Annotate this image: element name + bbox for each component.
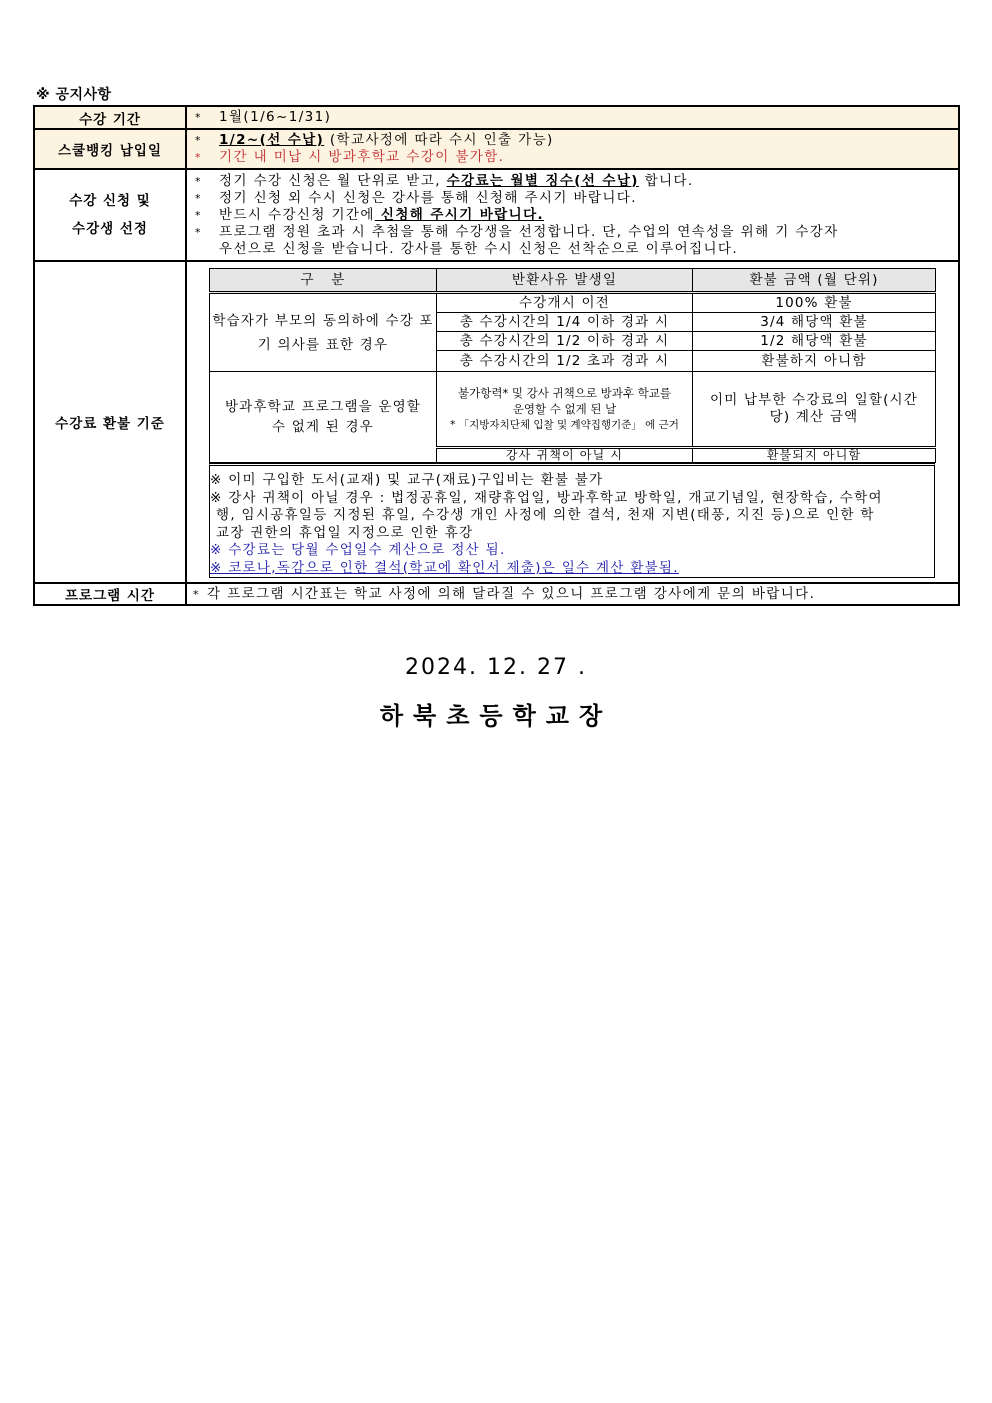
value-payment <box>186 129 959 169</box>
label-payment: 스쿨뱅킹 납입일 <box>34 129 186 169</box>
reason-cell: 총 수강시간의 1/2 이하 경과 시 <box>437 332 693 351</box>
note-not-instructor-fault-cont2: 교장 권한의 휴업일 지정으로 인한 휴강 <box>216 524 474 541</box>
category-withdrawal: 학습자가 부모의 동의하에 수강 포기 의사를 표한 경우 <box>210 293 437 372</box>
label-period: 수강 기간 <box>34 106 186 129</box>
label-application <box>34 169 186 261</box>
header-amount: 환불 금액 (월 단위) <box>693 269 936 293</box>
amount-cell: 이미 납부한 수강료의 일할(시간당) 계산 금액 <box>693 372 936 448</box>
period-text: 1월(1/6~1/31) <box>219 109 332 125</box>
application-item-3-emphasis: 신청해 주시기 바랍니다. <box>374 206 545 223</box>
application-item-1-end: 합니다. <box>638 172 694 189</box>
value-refund <box>186 261 959 583</box>
signer-name: 하북초등학교장 <box>379 702 613 730</box>
reason-line-2: 운영할 수 없게 된 날 <box>512 402 617 416</box>
note-illness-refund: ※ 코로나,독감으로 인한 결석(학교에 확인서 제출)은 일수 계산 환불됨. <box>210 559 679 576</box>
note-monthly-settlement: ※ 수강료는 당월 수업일수 계산으로 정산 됨. <box>210 542 506 558</box>
reason-cell <box>437 372 693 448</box>
payment-date: 1/2~(선 수납) <box>219 132 325 148</box>
row-refund <box>34 261 959 583</box>
application-item-4-continued: 우선으로 신청을 받습니다. 강사를 통한 수시 신청은 선착순으로 이루어집니다. <box>219 240 739 257</box>
notice-table <box>33 105 960 606</box>
payment-warning: 기간 내 미납 시 방과후학교 수강이 불가함. <box>219 149 505 165</box>
schedule-text: 각 프로그램 시간표는 학교 사정에 의해 달라질 수 있으니 프로그램 강사에게 문의 바랍니다. <box>207 585 816 602</box>
row-payment <box>34 129 959 169</box>
notice-title: ※ 공지사항 <box>36 87 112 103</box>
reason-cell: 강사 귀책이 아닐 시 <box>437 448 693 463</box>
reason-note: * 「지방자치단체 입찰 및 계약집행기준」 에 근거 <box>450 419 679 431</box>
bullet-star: * <box>195 225 202 239</box>
application-item-2: 정기 신청 외 수시 신청은 강사를 통해 신청해 주시기 바랍니다. <box>219 189 637 206</box>
note-not-instructor-fault: ※ 강사 귀책이 아닐 경우 : 법정공휴일, 재량휴업일, 방과후학교 방학일, 개교기념일, 현장학습, 수학여 <box>210 489 883 506</box>
bullet-star: * <box>195 134 202 147</box>
refund-table <box>209 268 936 463</box>
value-period <box>186 106 959 129</box>
note-textbook: ※ 이미 구입한 도서(교재) 및 교구(재료)구입비는 환불 불가 <box>210 472 604 488</box>
header-reason: 반환사유 발생일 <box>437 269 693 293</box>
document-date: 2024. 12. 27 . <box>405 655 587 680</box>
application-item-3: 반드시 수강신청 기간에 <box>219 206 375 223</box>
category-cancellation: 방과후학교 프로그램을 운영할 수 없게 된 경우 <box>210 372 437 463</box>
header-category: 구 분 <box>210 269 437 293</box>
note-not-instructor-fault-cont1: 행, 임시공휴일등 지정된 휴일, 수강생 개인 사정에 의한 결석, 천재 지변(태풍, 지진 등)으로 인한 학 <box>216 507 875 523</box>
reason-line-1: 불가항력* 및 강사 귀책으로 방과후 학교를 <box>458 386 671 400</box>
bullet-star: * <box>195 111 202 124</box>
row-schedule <box>34 583 959 605</box>
amount-cell: 환불하지 아니함 <box>693 351 936 372</box>
bullet-star: * <box>195 208 202 222</box>
amount-cell: 환불되지 아니함 <box>693 448 936 463</box>
refund-table-header <box>210 269 936 293</box>
value-schedule <box>186 583 959 605</box>
application-item-1-emphasis: 수강료는 월별 징수(선 수납) <box>446 172 639 189</box>
table-row <box>210 293 936 313</box>
amount-cell: 100% 환불 <box>693 293 936 313</box>
bullet-star: * <box>195 191 202 205</box>
table-row <box>210 372 936 448</box>
amount-cell: 3/4 해당액 환불 <box>693 313 936 332</box>
bullet-star: * <box>195 151 202 164</box>
label-application-line2: 수강생 선정 <box>72 221 148 237</box>
payment-note: (학교사정에 따라 수시 인출 가능) <box>324 132 554 148</box>
application-item-4: 프로그램 정원 초과 시 추첨을 통해 수강생을 선정합니다. 단, 수업의 연속성을 위해 기 수강자 <box>219 223 839 240</box>
row-period <box>34 106 959 129</box>
reason-cell: 총 수강시간의 1/2 초과 경과 시 <box>437 351 693 372</box>
value-application <box>186 169 959 261</box>
refund-notes <box>209 463 935 578</box>
bullet-star: * <box>193 587 200 601</box>
reason-cell: 수강개시 이전 <box>437 293 693 313</box>
reason-cell: 총 수강시간의 1/4 이하 경과 시 <box>437 313 693 332</box>
label-refund: 수강료 환불 기준 <box>34 261 186 583</box>
application-item-1: 정기 수강 신청은 월 단위로 받고, <box>219 172 447 189</box>
row-application <box>34 169 959 261</box>
label-application-line1: 수강 신청 및 <box>69 193 151 209</box>
amount-cell: 1/2 해당액 환불 <box>693 332 936 351</box>
bullet-star: * <box>195 174 202 188</box>
label-schedule: 프로그램 시간 <box>34 583 186 605</box>
